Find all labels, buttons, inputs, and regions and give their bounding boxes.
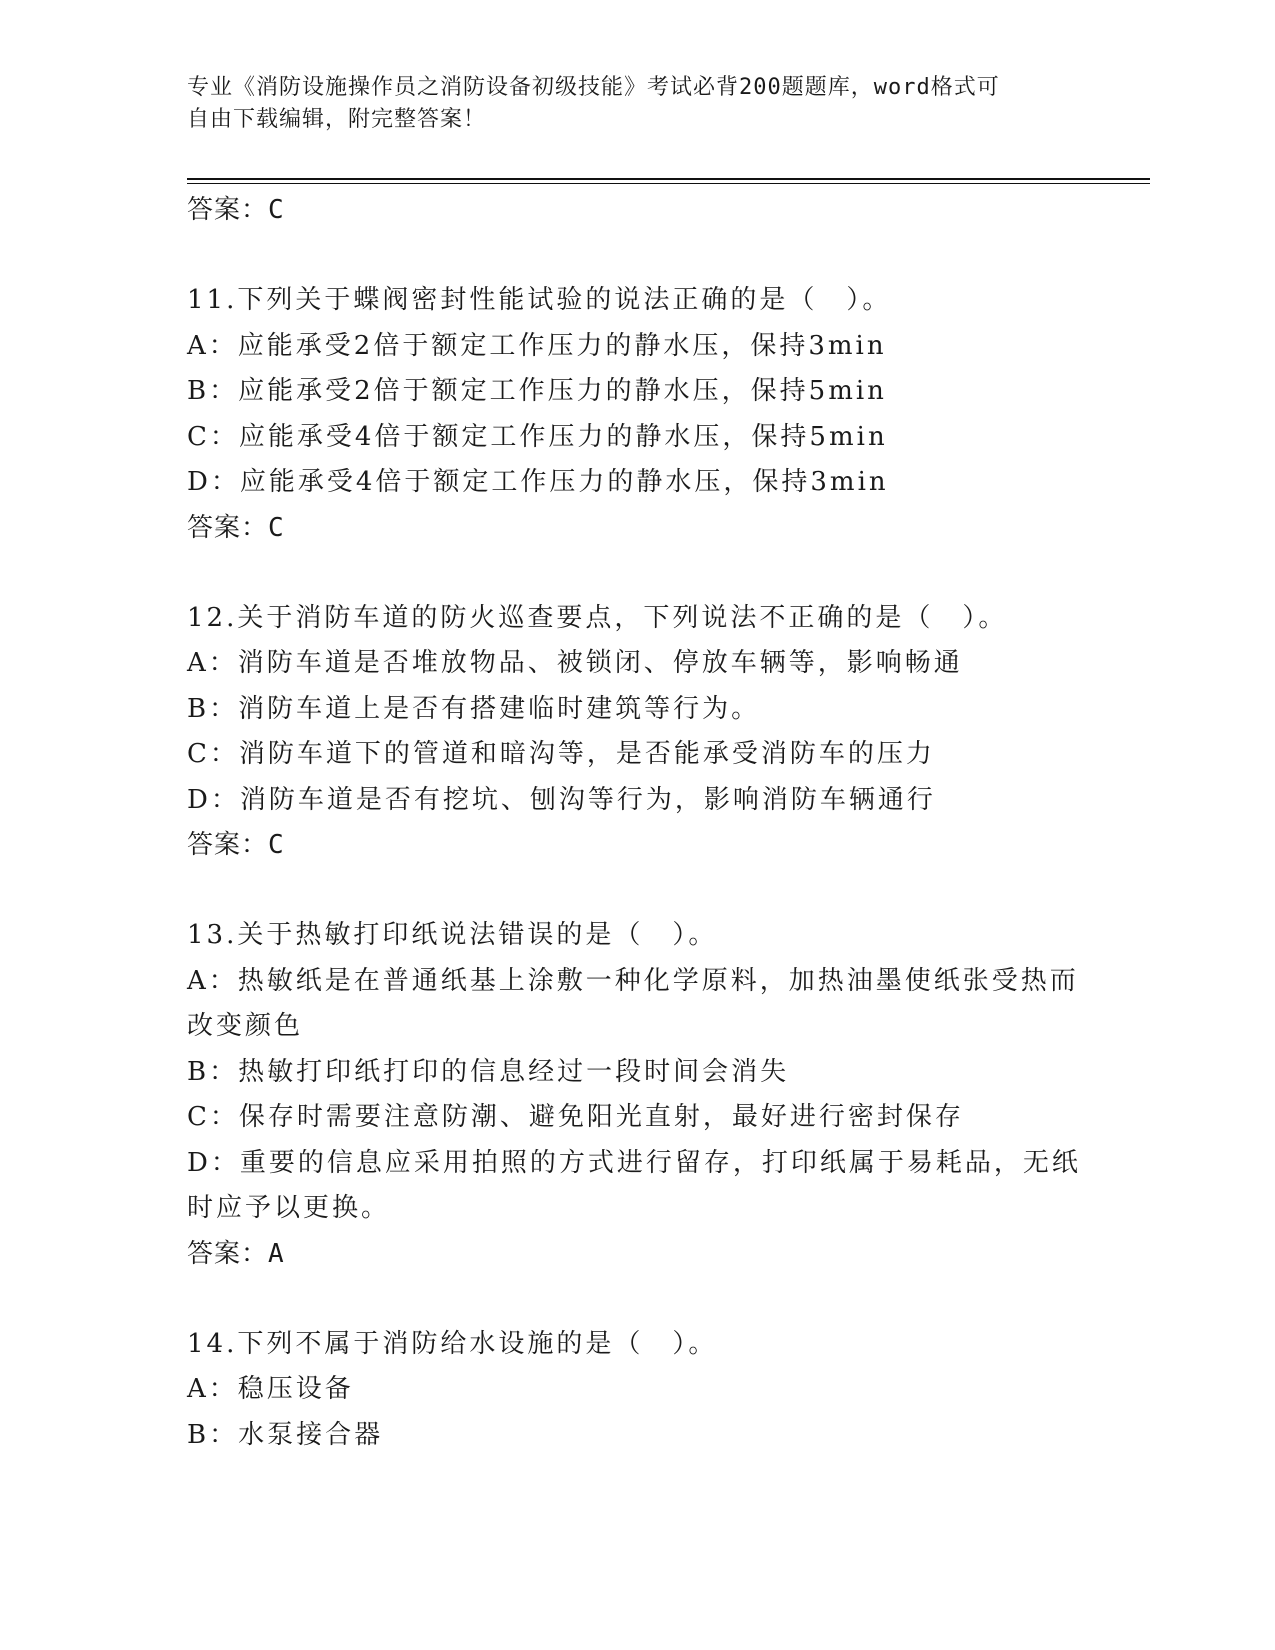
option-c: C：保存时需要注意防潮、避免阳光直射，最好进行密封保存 [187, 1102, 964, 1132]
option-d: D：重要的信息应采用拍照的方式进行留存，打印纸属于易耗品，无纸时应予以更换。 [187, 1147, 1081, 1223]
option-b: B：应能承受2倍于额定工作压力的静水压，保持5min [187, 376, 887, 406]
option-d: D：应能承受4倍于额定工作压力的静水压，保持3min [187, 467, 889, 497]
question-stem: 11.下列关于蝶阀密封性能试验的说法正确的是（ ）。 [187, 285, 892, 315]
option-b: B：水泵接合器 [187, 1419, 384, 1450]
answer-line: 答案：C [187, 830, 285, 860]
document-header [187, 72, 1087, 136]
option-d: D：消防车道是否有挖坑、刨沟等行为，影响消防车辆通行 [187, 784, 936, 815]
option-a: A：热敏纸是在普通纸基上涂敷一种化学原料，加热油墨使纸张受热而改变颜色 [187, 965, 1079, 1041]
question-stem: 13.关于热敏打印纸说法错误的是（ ）。 [187, 920, 718, 950]
answer-line: 答案：A [187, 1238, 285, 1269]
option-c: C：消防车道下的管道和暗沟等，是否能承受消防车的压力 [187, 739, 935, 769]
option-a: A：应能承受2倍于额定工作压力的静水压，保持3min [187, 330, 887, 361]
question-14 [187, 1322, 1087, 1459]
header-divider-thick [187, 178, 1150, 180]
option-b: B：消防车道上是否有搭建临时建筑等行为。 [187, 693, 761, 724]
question-13 [187, 913, 1087, 1276]
option-c: C：应能承受4倍于额定工作压力的静水压，保持5min [187, 421, 888, 452]
question-11 [187, 278, 1087, 550]
question-12 [187, 596, 1087, 868]
option-a: A：消防车道是否堆放物品、被锁闭、停放车辆等，影响畅通 [187, 648, 963, 678]
header-line-2: 自由下载编辑，附完整答案！ [187, 107, 487, 132]
question-stem: 14.下列不属于消防给水设施的是（ ）。 [187, 1328, 718, 1359]
question-stem: 12.关于消防车道的防火巡查要点，下列说法不正确的是（ ）。 [187, 602, 1008, 633]
document-body [187, 188, 1087, 1458]
option-a: A：稳压设备 [187, 1374, 354, 1404]
option-b: B：热敏打印纸打印的信息经过一段时间会消失 [187, 1056, 790, 1087]
header-line-1: 专业《消防设施操作员之消防设备初级技能》考试必背200题题库，word格式可 [187, 75, 1000, 100]
header-divider-thin [187, 183, 1150, 184]
answer-line: 答案：C [187, 195, 285, 225]
answer-line: 答案：C [187, 512, 285, 543]
